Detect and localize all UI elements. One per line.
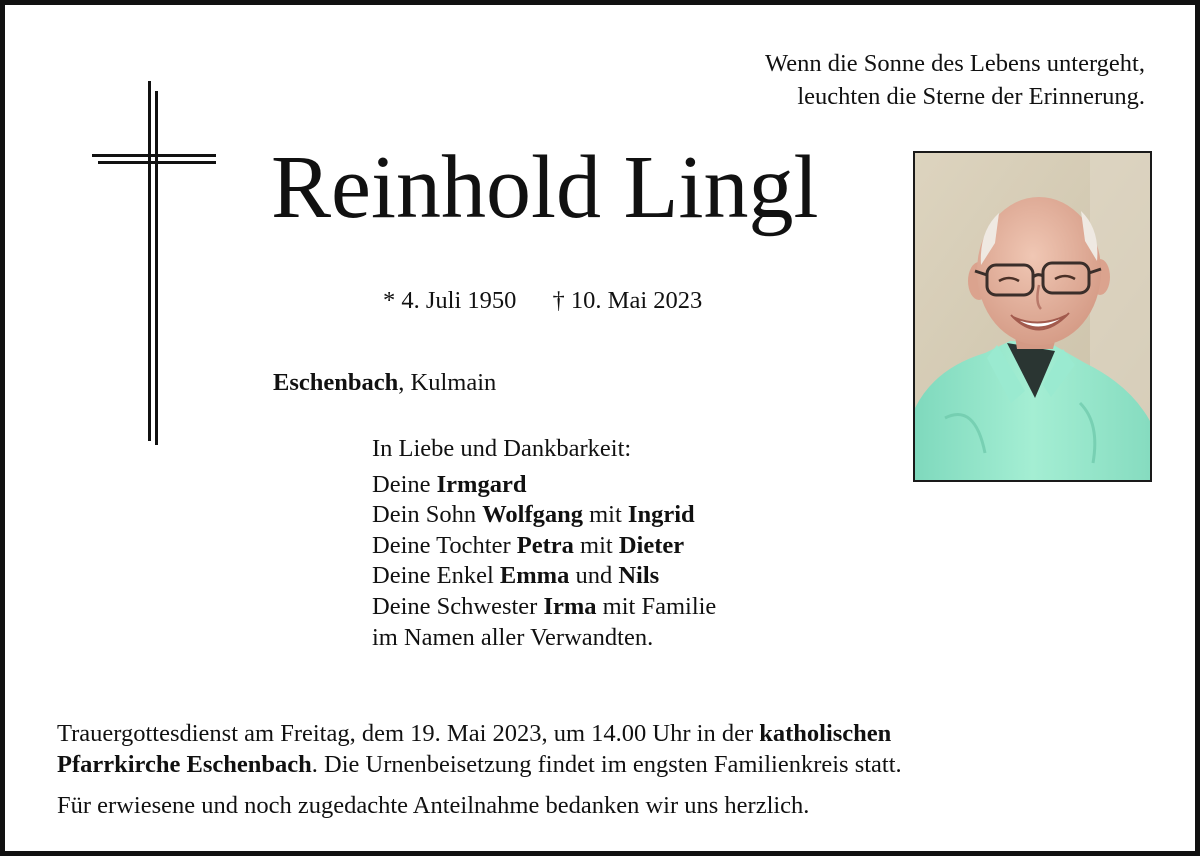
text-segment: Deine [372, 470, 437, 498]
name-emphasis: Irma [543, 592, 597, 620]
text-segment: Deine Enkel [372, 562, 500, 590]
text-segment: im Namen aller Verwandten. [372, 623, 654, 651]
deceased-name: Reinhold Lingl [271, 138, 819, 237]
name-emphasis: Emma [499, 562, 570, 590]
place-primary: Eschenbach [273, 369, 399, 396]
name-emphasis: Wolfgang [482, 501, 583, 529]
mourner-line [372, 592, 716, 623]
cross-icon [90, 81, 218, 445]
mourners-list [372, 434, 716, 653]
residence-places [273, 369, 496, 397]
name-emphasis: Irmgard [436, 470, 527, 498]
text-segment: und [569, 562, 619, 590]
mourner-line [372, 561, 716, 592]
quote-line-2: leuchten die Sterne der Erinnerung. [797, 83, 1145, 110]
name-emphasis: Nils [618, 562, 660, 590]
text-segment: mit [583, 501, 628, 529]
text-segment: . Die Urnenbeisetzung findet im engsten Familienkreis statt. [311, 751, 902, 778]
text-segment: Dein Sohn [372, 501, 483, 529]
memorial-quote [765, 47, 1145, 113]
service-line [57, 718, 902, 749]
place-secondary: , Kulmain [398, 369, 497, 396]
life-dates [383, 287, 702, 315]
name-emphasis: Dieter [618, 531, 685, 559]
mourners-intro: In Liebe und Dankbarkeit: [372, 435, 632, 462]
mourner-line [372, 470, 716, 501]
name-emphasis: Petra [516, 531, 574, 559]
death-date: † 10. Mai 2023 [552, 287, 703, 314]
text-segment: Deine Schwester [372, 592, 544, 620]
portrait-photo [913, 151, 1152, 482]
birth-date: * 4. Juli 1950 [383, 287, 517, 314]
funeral-service-info [57, 718, 902, 780]
text-segment: Deine Tochter [372, 531, 517, 559]
quote-line-1: Wenn die Sonne des Lebens untergeht, [765, 50, 1145, 77]
name-emphasis: Ingrid [627, 501, 695, 529]
thanks-note: Für erwiesene und noch zugedachte Anteilnahme bedanken wir uns herzlich. [57, 792, 810, 819]
mourner-line [372, 500, 716, 531]
mourner-line [372, 623, 716, 654]
text-segment: mit [573, 531, 619, 559]
text-segment: mit Familie [596, 592, 717, 620]
name-emphasis: katholischen [759, 720, 892, 747]
name-emphasis: Pfarrkirche Eschenbach [57, 751, 312, 778]
service-line [57, 749, 902, 780]
text-segment: Trauergottesdienst am Freitag, dem 19. Mai 2023, um 14.00 Uhr in der [57, 720, 760, 747]
mourner-line [372, 531, 716, 562]
